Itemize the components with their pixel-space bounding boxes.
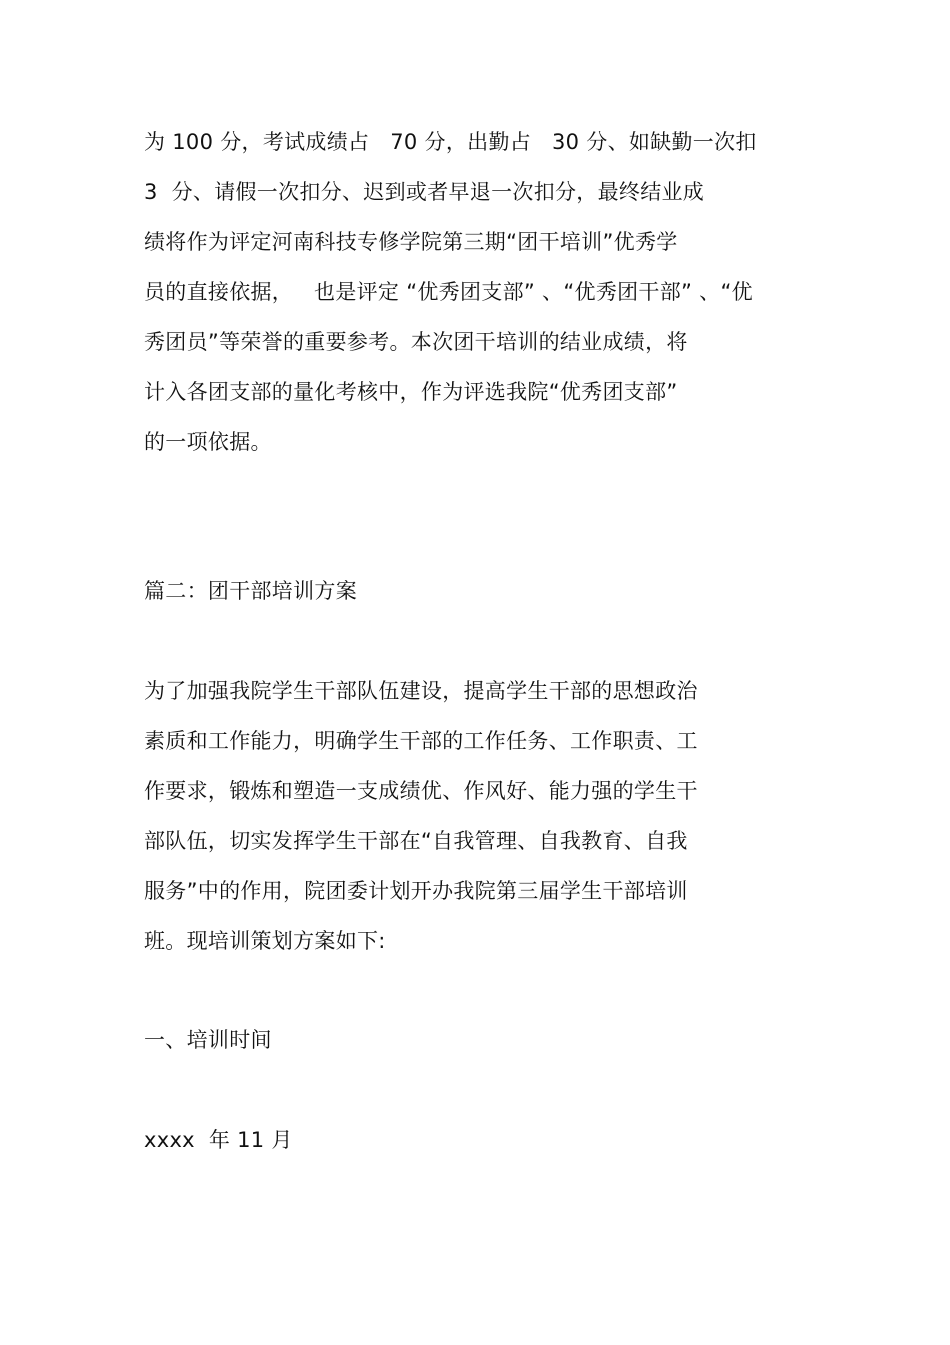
paragraph-1-line-3: 绩将作为评定河南科技专修学院第三期“团干培训”优秀学 <box>144 230 678 254</box>
training-date: xxxx 年 11 月 <box>144 1128 293 1152</box>
paragraph-1-line-1: 为 100 分，考试成绩占 70 分，出勤占 30 分、如缺勤一次扣 <box>144 130 757 154</box>
heading-training-time: 一、培训时间 <box>144 1028 272 1052</box>
paragraph-1-line-4: 员的直接依据， 也是评定 “优秀团支部” 、“优秀团干部” 、“优 <box>144 280 753 304</box>
paragraph-1-line-2: 3 分、请假一次扣分、迟到或者早退一次扣分，最终结业成 <box>144 180 705 204</box>
section-title: 篇二：团干部培训方案 <box>144 579 357 603</box>
paragraph-1-line-6: 计入各团支部的量化考核中，作为评选我院“优秀团支部” <box>144 380 678 404</box>
paragraph-1-line-5: 秀团员”等荣誉的重要参考。本次团干培训的结业成绩，将 <box>144 330 688 354</box>
paragraph-2-line-4: 部队伍，切实发挥学生干部在“自我管理、自我教育、自我 <box>144 829 688 853</box>
paragraph-2-line-5: 服务”中的作用，院团委计划开办我院第三届学生干部培训 <box>144 879 688 903</box>
paragraph-2-line-2: 素质和工作能力，明确学生干部的工作任务、工作职责、工 <box>144 729 698 753</box>
paragraph-2-line-1: 为了加强我院学生干部队伍建设，提高学生干部的思想政治 <box>144 679 698 703</box>
paragraph-2-line-6: 班。现培训策划方案如下: <box>144 929 386 953</box>
paragraph-1-line-7: 的一项依据。 <box>144 430 272 454</box>
paragraph-2-line-3: 作要求，锻炼和塑造一支成绩优、作风好、能力强的学生干 <box>144 779 698 803</box>
